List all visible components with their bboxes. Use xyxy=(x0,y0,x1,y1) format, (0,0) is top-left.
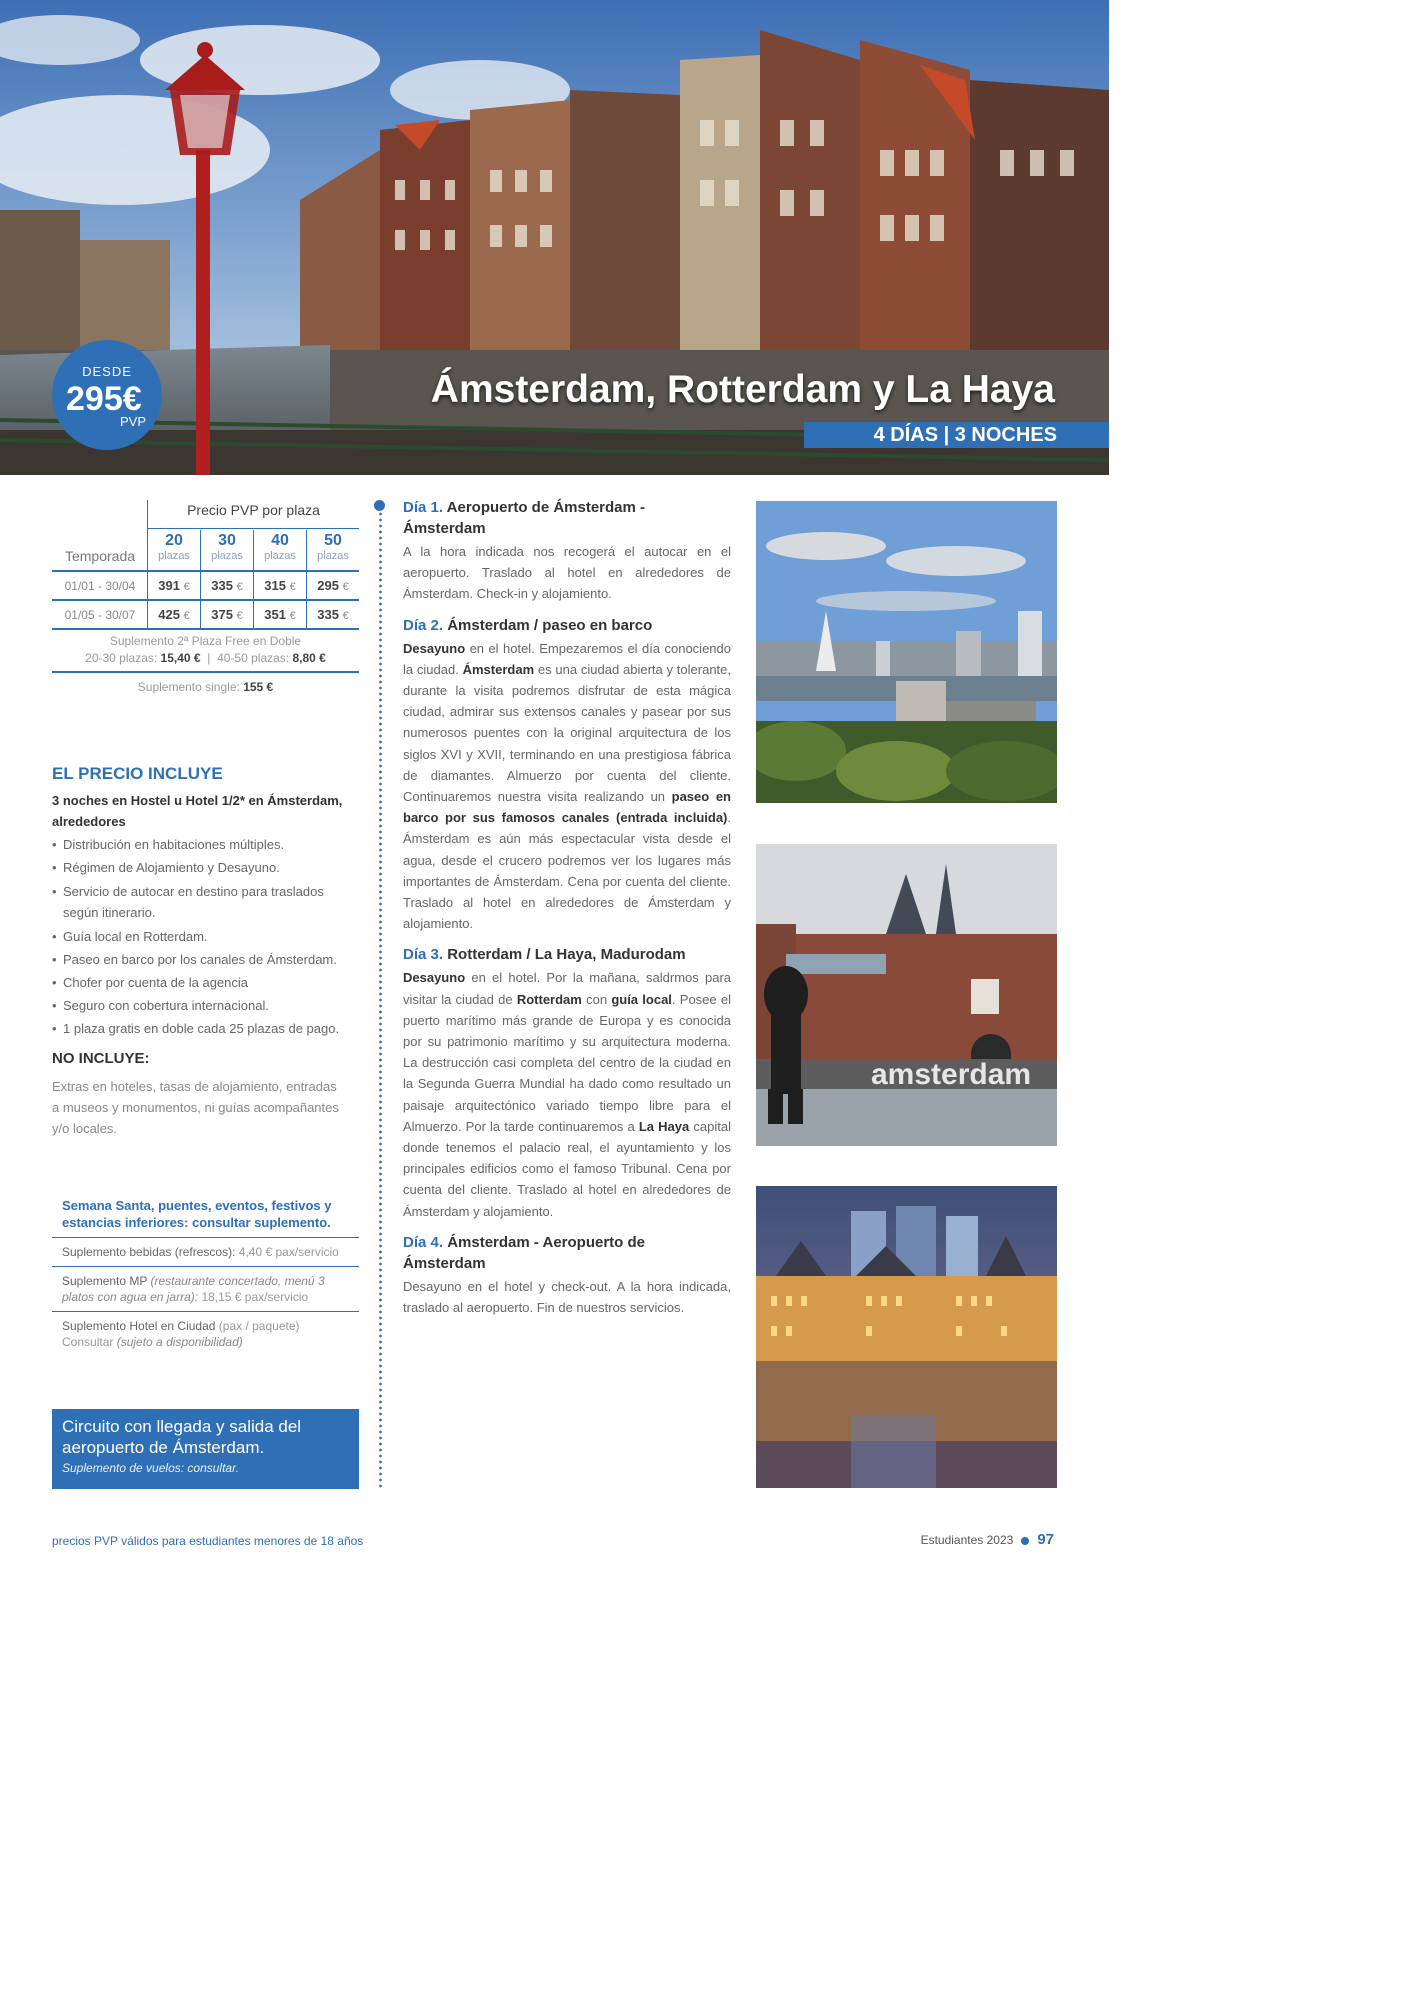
includes-lead: 3 noches en Hostel u Hotel 1/2* en Ámsterdam, alrededores xyxy=(52,793,343,829)
supp-plazas: 20-30 plazas: 15,40 € | 40-50 plazas: 8,80 € xyxy=(85,651,326,665)
list-item: • Guía local en Rotterdam. xyxy=(52,925,359,948)
badge-pvp: PVP xyxy=(119,414,146,429)
rotterdam-photo xyxy=(756,501,1057,803)
dotted-divider xyxy=(379,505,382,1490)
price-cell: 375 € xyxy=(211,607,243,622)
price-cell: 425 € xyxy=(158,607,190,622)
page-number: 97 xyxy=(1037,1531,1054,1548)
price-cell: 335 € xyxy=(211,578,243,593)
badge-price: 295€ xyxy=(66,380,142,418)
price-cell: 335 € xyxy=(317,607,349,622)
day-4: Día 4. Ámsterdam - Aeropuerto de Ámsterdam Desayuno en el hotel y check-out. A la hora indicada, traslado al aeropuerto. Fin de nuestros servicios. xyxy=(403,1233,731,1316)
col-20: 20 plazas xyxy=(158,532,190,562)
itinerary xyxy=(403,497,731,1328)
not-included-title: NO INCLUYE: xyxy=(52,1050,150,1067)
season-label: Temporada xyxy=(64,548,136,564)
supp-single: Suplemento single: 155 € xyxy=(137,680,274,694)
the-hague-photo xyxy=(756,1186,1057,1488)
day-3: Día 3. Rotterdam / La Haya, Madurodam Desayuno en el hotel. Por la mañana, saldrmos para visitar la ciudad de Rotterdam con guía local. Posee el puerto marítimo más grande de Europa y es conocida por su patrimonio marítimo y su arquitectura moderna. La destrucción casi completa del centro de la ciudad en la Segunda Guerra Mundial ha dado como resultado un paisaje arquitectónico variado tiempo libre para el Almuerzo. Por la tarde continuaremos a La Haya capital donde tenemos el palacio real, el ayuntamiento y los principales edificios como el famoso Tribunal. Cena por cuenta del cliente. Traslado al hotel en alrededores de Ámsterdam y alojamiento. xyxy=(403,946,732,1219)
day-1: Día 1. Aeropuerto de Ámsterdam - Ámsterdam A la hora indicada nos recogerá el autocar en el aeropuerto. Traslado al hotel en alrededores de Ámsterdam. Check-in y alojamiento. xyxy=(403,499,731,602)
page-footer xyxy=(921,1531,1054,1548)
row2-dates: 01/05 - 30/07 xyxy=(64,608,136,622)
list-item: • Paseo en barco por los canales de Ámsterdam. xyxy=(52,948,359,971)
supplements-box xyxy=(52,1197,359,1356)
price-cell: 351 € xyxy=(264,607,296,622)
list-item: • Seguro con cobertura internacional. xyxy=(52,994,359,1017)
footer-brand: Estudiantes 2023 xyxy=(920,1533,1014,1547)
price-cell: 295 € xyxy=(317,578,349,593)
circuit-sub: Suplemento de vuelos: consultar. xyxy=(62,1461,239,1475)
row1-dates: 01/01 - 30/04 xyxy=(64,579,136,593)
supp-2nd-free: Suplemento 2ª Plaza Free en Doble xyxy=(109,634,302,648)
price-badge xyxy=(52,340,162,450)
col-40: 40 plazas xyxy=(264,532,296,562)
amsterdam-letters: amsterdam xyxy=(871,1058,1032,1091)
list-item: • Régimen de Alojamiento y Desayuno. xyxy=(52,856,359,879)
includes-list xyxy=(52,833,359,1040)
supp-drinks: Suplemento bebidas (refrescos): 4,40 € pax/servicio xyxy=(52,1237,359,1266)
rijksmuseum-photo xyxy=(756,844,1057,1146)
bullet-icon xyxy=(1021,1537,1029,1545)
footer-note: precios PVP válidos para estudiantes menores de 18 años xyxy=(52,1534,364,1548)
col-50: 50 plazas xyxy=(317,532,349,562)
list-item: • 1 plaza gratis en doble cada 25 plazas de pago. xyxy=(52,1017,359,1040)
list-item: • Distribución en habitaciones múltiples. xyxy=(52,833,359,856)
supp-hotel-city: Suplemento Hotel en Ciudad (pax / paquete) Consultar (sujeto a disponibilidad) xyxy=(52,1311,359,1356)
circuit-title: Circuito con llegada y salida del aeropuerto de Ámsterdam. xyxy=(62,1417,302,1457)
page-title: Ámsterdam, Rotterdam y La Haya xyxy=(430,368,1055,411)
not-included-text: Extras en hoteles, tasas de alojamiento, entradas a museos y monumentos, ni guías acompañantes y/o locales. xyxy=(52,1079,339,1136)
badge-from: DESDE xyxy=(82,364,132,379)
day-2: Día 2. Ámsterdam / paseo en barco Desayuno en el hotel. Empezaremos el día conociendo la ciudad. Ámsterdam es una ciudad abierta y tolerante, durante la visita podremos disfrutar de esta mágica ciudad, admirar sus extensos canales y pasear por sus numerosos puentes con la original arquitectura de los siglos XVI y XVII, terminando en una prestigiosa fábrica de diamantes. Almuerzo por cuenta del cliente. Continuaremos nuestra visita realizando un paseo en barco por sus famosos canales (entrada incluida). Ámsterdam es aún más espectacular vista desde el agua, desde el crucero podremos ver los lugares más importantes de Ámsterdam. Cena por cuenta del cliente. Traslado al hotel en alrededores de Ámsterdam y alojamiento. xyxy=(403,616,731,932)
list-item: • Chofer por cuenta de la agencia xyxy=(52,971,359,994)
price-table-header: Precio PVP por plaza xyxy=(148,500,359,529)
list-item: • Servicio de autocar en destino para traslados según itinerario. xyxy=(52,881,359,923)
price-cell: 391 € xyxy=(158,578,190,593)
supplements-header: Semana Santa, puentes, eventos, festivos y estancias inferiores: consultar suplemento. xyxy=(62,1198,332,1230)
col-30: 30 plazas xyxy=(211,532,243,562)
price-cell: 315 € xyxy=(264,578,296,593)
circuit-box xyxy=(52,1409,359,1489)
includes-title: EL PRECIO INCLUYE xyxy=(52,764,223,783)
supp-mp: Suplemento MP (restaurante concertado, menú 3 platos con agua en jarra): 18,15 € pax/servicio xyxy=(52,1266,359,1311)
duration-bar: 4 DÍAS | 3 NOCHES xyxy=(804,422,1109,448)
